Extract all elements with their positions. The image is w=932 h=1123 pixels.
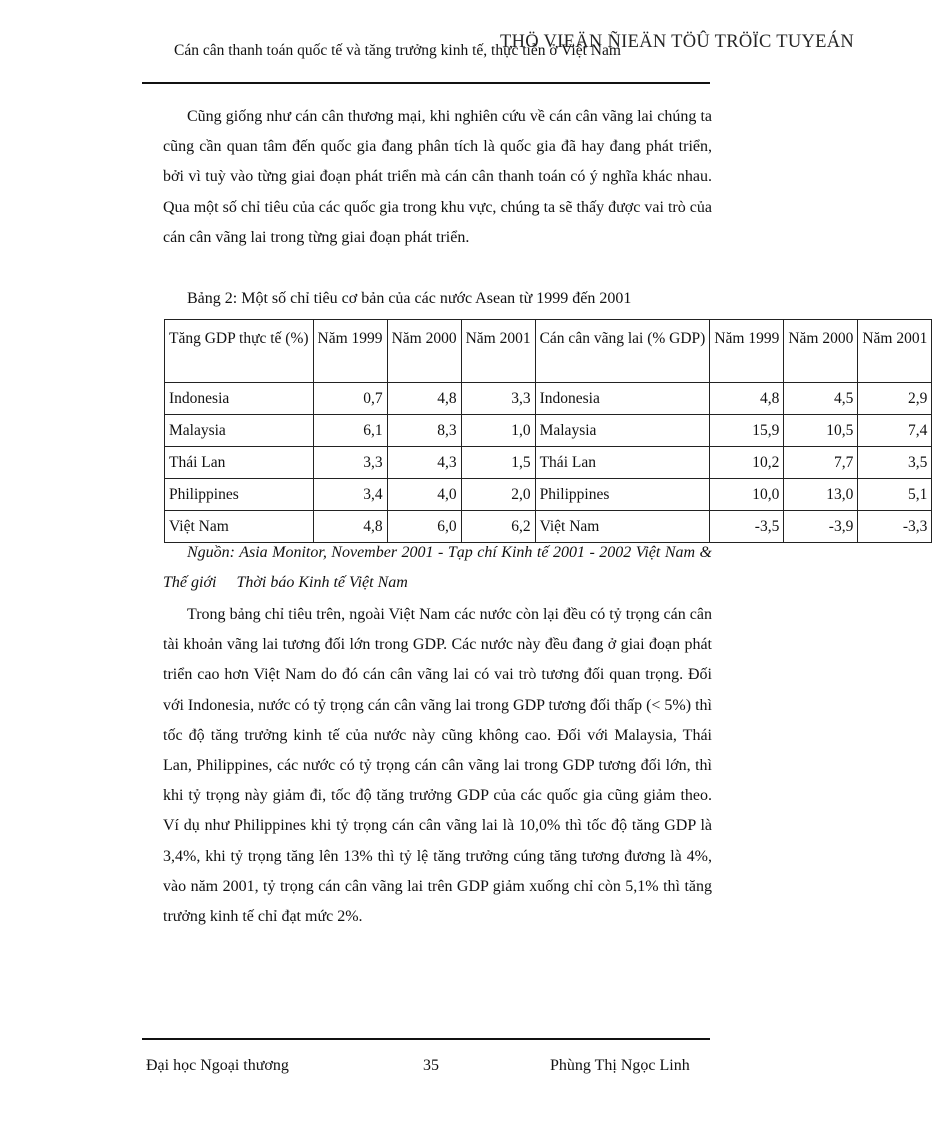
page-number: 35 <box>423 1057 439 1074</box>
ca-value: -3,3 <box>858 511 932 543</box>
ca-value: -3,5 <box>710 511 784 543</box>
gdp-value: 4,8 <box>313 511 387 543</box>
country-cell: Thái Lan <box>535 447 710 479</box>
header-ca-year: Năm 2001 <box>858 320 932 383</box>
gdp-value: 2,0 <box>461 479 535 511</box>
ca-value: 13,0 <box>784 479 858 511</box>
gdp-value: 8,3 <box>387 415 461 447</box>
country-cell: Philippines <box>165 479 314 511</box>
ca-value: 10,0 <box>710 479 784 511</box>
table-row <box>165 479 932 511</box>
gdp-value: 4,0 <box>387 479 461 511</box>
gdp-value: 4,3 <box>387 447 461 479</box>
gdp-value: 6,1 <box>313 415 387 447</box>
table-caption: Bảng 2: Một số chỉ tiêu cơ bản của các nước Asean từ 1999 đến 2001 <box>187 290 632 307</box>
header-watermark: THÖ VIEÄN ÑIEÄN TÖÛ TRÖÏC TUYEÁN <box>500 32 855 52</box>
paragraph-intro: Cũng giống như cán cân thương mại, khi nghiên cứu về cán cân vãng lai chúng ta cũng cần quan tâm đến quốc gia đang phân tích là quốc gia đã hay đang phát triển, bởi vì tuỳ vào từng giai đoạn phát triển mà cán cân thanh toán có ý nghĩa khác nhau. Qua một số chỉ tiêu của các quốc gia trong khu vực, chúng ta sẽ thấy được vai trò của cán cân vãng lai trong từng giai đoạn phát triển. <box>163 108 712 246</box>
gdp-value: 1,5 <box>461 447 535 479</box>
country-cell: Philippines <box>535 479 710 511</box>
country-cell: Malaysia <box>165 415 314 447</box>
gdp-value: 3,3 <box>313 447 387 479</box>
ca-value: 10,2 <box>710 447 784 479</box>
table-row <box>165 447 932 479</box>
table-row <box>165 383 932 415</box>
source-text-secondary: Thời báo Kinh tế Việt Nam <box>236 574 408 592</box>
header-ca-year: Năm 2000 <box>784 320 858 383</box>
header-current-account: Cán cân vãng lai (% GDP) <box>535 320 710 383</box>
footer-divider <box>142 1038 710 1040</box>
country-cell: Malaysia <box>535 415 710 447</box>
footer-author: Phùng Thị Ngọc Linh <box>550 1057 690 1074</box>
ca-value: 2,9 <box>858 383 932 415</box>
header-gdp-growth: Tăng GDP thực tế (%) <box>165 320 314 383</box>
table-row <box>165 415 932 447</box>
gdp-value: 0,7 <box>313 383 387 415</box>
country-cell: Việt Nam <box>535 511 710 543</box>
source-text: Nguồn: Asia Monitor, November 2001 - Tạp chí Kinh tế 2001 - 2002 Việt Nam & Thế giới <box>163 544 712 592</box>
ca-value: 15,9 <box>710 415 784 447</box>
page-header <box>160 32 855 64</box>
gdp-value: 6,0 <box>387 511 461 543</box>
table-header-row <box>165 320 932 383</box>
ca-value: 3,5 <box>858 447 932 479</box>
ca-value: 4,8 <box>710 383 784 415</box>
table-source-note <box>163 538 712 598</box>
gdp-value: 4,8 <box>387 383 461 415</box>
country-cell: Thái Lan <box>165 447 314 479</box>
ca-value: 10,5 <box>784 415 858 447</box>
ca-value: -3,9 <box>784 511 858 543</box>
asean-indicators-table <box>164 319 932 543</box>
gdp-value: 1,0 <box>461 415 535 447</box>
gdp-value: 3,4 <box>313 479 387 511</box>
country-cell: Việt Nam <box>165 511 314 543</box>
header-gdp-year: Năm 2001 <box>461 320 535 383</box>
ca-value: 7,4 <box>858 415 932 447</box>
header-title: Cán cân thanh toán quốc tế và tăng trưởng kinh tế, thực tiễn ở Việt Nam <box>174 42 621 59</box>
ca-value: 4,5 <box>784 383 858 415</box>
header-gdp-year: Năm 2000 <box>387 320 461 383</box>
header-divider <box>142 82 710 84</box>
paragraph-analysis: Trong bảng chỉ tiêu trên, ngoài Việt Nam các nước còn lại đều có tỷ trọng cán cân tài khoản vãng lai tương đối lớn trong GDP. Các nước này đều đang ở giai đoạn phát triển cao hơn Việt Nam do đó cán cân vãng lai có vai trò tương đối quan trọng. Đối với Indonesia, nước có tỷ trọng cán cân vãng lai trong GDP tương đối thấp (< 5%) thì tốc độ tăng trưởng kinh tế của nước này cũng không cao. Đối với Malaysia, Thái Lan, Philippines, các nước có tỷ trọng cán cân vãng lai trong GDP tương đối lớn, thì khi tỷ trọng này giảm đi, tốc độ tăng trưởng GDP của các quốc gia cũng giảm theo. Ví dụ như Philippines khi tỷ trọng cán cân vãng lai là 10,0% thì tốc độ tăng GDP là 3,4%, khi tỷ trọng tăng lên 13% thì tỷ lệ tăng trưởng cúng tăng tương đương là 4%, vào năm 2001, tỷ trọng cán cân vãng lai trên GDP giảm xuống chỉ còn 5,1% thì tăng trưởng kinh tế chỉ đạt mức 2%. <box>163 606 712 926</box>
ca-value: 5,1 <box>858 479 932 511</box>
footer-university: Đại học Ngoại thương <box>146 1057 289 1074</box>
gdp-value: 3,3 <box>461 383 535 415</box>
header-ca-year: Năm 1999 <box>710 320 784 383</box>
header-gdp-year: Năm 1999 <box>313 320 387 383</box>
country-cell: Indonesia <box>165 383 314 415</box>
country-cell: Indonesia <box>535 383 710 415</box>
gdp-value: 6,2 <box>461 511 535 543</box>
ca-value: 7,7 <box>784 447 858 479</box>
